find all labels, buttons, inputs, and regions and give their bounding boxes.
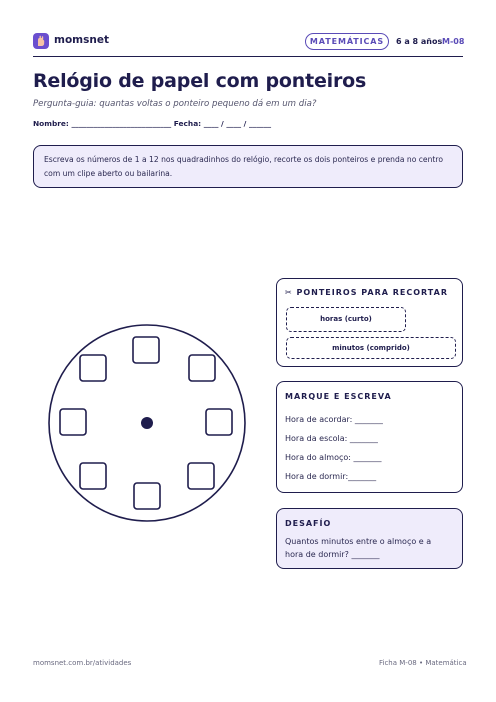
brand-name[interactable]: momsnet — [54, 34, 109, 46]
hour-hand-label: horas (curto) — [320, 315, 372, 323]
subject-badge: MATEMÁTICAS — [305, 33, 389, 50]
footer-url[interactable]: momsnet.com.br/atividades — [33, 659, 132, 667]
number-slot-2 — [189, 355, 215, 381]
number-slot-3 — [206, 409, 232, 435]
paper-clock — [47, 323, 247, 523]
guiding-question: Pergunta-guia: quantas voltas o ponteiro pequeno dá em um dia? — [33, 99, 317, 109]
instruction-box — [33, 145, 463, 188]
footer-sheet-info: Ficha M-08 • Matemática — [379, 659, 467, 667]
sheet-code: M-08 — [442, 37, 465, 46]
challenge-title: DESAFÍO — [285, 519, 332, 528]
wake-time-line[interactable]: Hora de acordar: _______ — [285, 415, 383, 424]
challenge-text-line2[interactable]: hora de dormir? _______ — [285, 550, 380, 559]
challenge-box — [276, 508, 463, 569]
hand-heart-icon — [36, 35, 46, 47]
number-slot-6 — [134, 483, 160, 509]
minute-hand-label: minutos (comprido) — [332, 344, 410, 352]
clock-center-dot — [141, 417, 153, 429]
challenge-text-line1: Quantos minutos entre o almoço e a — [285, 537, 432, 546]
name-date-line: Nombre: ___________________________ Fecha: ____ / ____ / ______ — [33, 119, 272, 128]
mark-write-box — [276, 381, 463, 493]
mark-write-title: MARQUE E ESCREVA — [285, 392, 392, 401]
number-slot-12 — [133, 337, 159, 363]
minute-hand-cutout[interactable] — [286, 337, 456, 359]
number-slot-10 — [80, 355, 106, 381]
school-time-line[interactable]: Hora da escola: _______ — [285, 434, 378, 443]
bed-time-line[interactable]: Hora de dormir:_______ — [285, 472, 377, 481]
brand-logo-icon — [33, 33, 49, 49]
lunch-time-line[interactable]: Hora do almoço: _______ — [285, 453, 382, 462]
cutout-hands-box — [276, 278, 463, 367]
cutout-hands-title: ✂ PONTEIROS PARA RECORTAR — [285, 288, 448, 297]
number-slot-8 — [80, 463, 106, 489]
number-slot-9 — [60, 409, 86, 435]
hour-hand-cutout[interactable] — [286, 307, 406, 332]
age-range-label: 6 a 8 años — [396, 37, 443, 46]
number-slot-4 — [188, 463, 214, 489]
header-divider — [33, 56, 463, 57]
instruction-text: Escreva os números de 1 a 12 nos quadradinhos do relógio, recorte os dois ponteiros e prenda no centro com um clipe aberto ou bailarina. — [44, 155, 443, 178]
page-title: Relógio de papel com ponteiros — [33, 70, 367, 92]
